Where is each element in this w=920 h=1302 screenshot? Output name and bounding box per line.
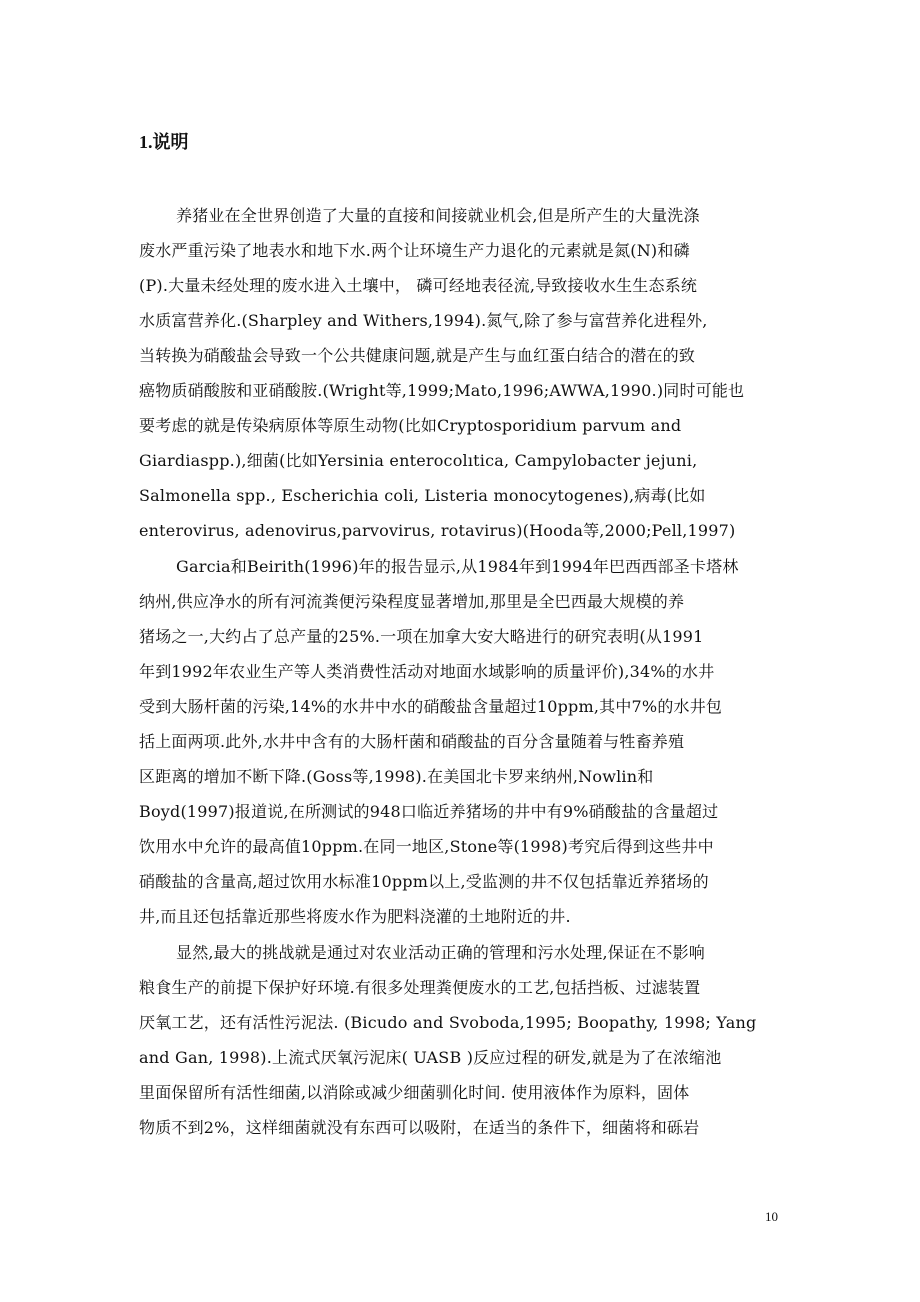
body-line: 里面保留所有活性细菌,以消除或减少细菌驯化时间. 使用液体作为原料，固体 [139,1083,690,1102]
body-line: 厌氧工艺，还有活性污泥法. (Bicudo and Svoboda,1995; Boopathy, 1998; Yang [139,1013,757,1032]
body-line: 物质不到2%，这样细菌就没有东西可以吸附，在适当的条件下，细菌将和砾岩 [139,1118,700,1137]
page-number: 10 [765,1209,778,1224]
body-line: 养猪业在全世界创造了大量的直接和间接就业机会,但是所产生的大量洗涤 [176,206,700,225]
body-line: Salmonella spp., Escherichia coli, Listeria monocytogenes),病毒(比如 [139,486,706,505]
body-line: 水质富营养化.(Sharpley and Withers,1994).氮气,除了参与富营养化进程外, [139,311,708,330]
body-line: 括上面两项.此外,水井中含有的大肠杆菌和硝酸盐的百分含量随着与牲畜养殖 [139,732,685,751]
body-line: 区距离的增加不断下降.(Goss等,1998).在美国北卡罗来纳州,Nowlin和 [139,767,654,786]
body-line: enterovirus, adenovirus,parvovirus, rotavirus)(Hooda等,2000;Pell,1997) [139,521,736,540]
body-line: 显然,最大的挑战就是通过对农业活动正确的管理和污水处理,保证在不影响 [176,943,705,962]
body-line: 饮用水中允许的最高值10ppm.在同一地区,Stone等(1998)考究后得到这些井中 [139,837,714,856]
body-line: 癌物质硝酸胺和亚硝酸胺.(Wright等,1999;Mato,1996;AWWA,1990.)同时可能也 [139,381,745,400]
body-line: 废水严重污染了地表水和地下水.两个让环境生产力退化的元素就是氮(N)和磷 [139,241,690,260]
body-line: 硝酸盐的含量高,超过饮用水标准10ppm以上,受监测的井不仅包括靠近养猪场的 [139,872,709,891]
body-line: Giardiaspp.),细菌(比如Yersinia enterocolıtica, Campylobacter jejuni, [139,451,698,470]
body-line: (P).大量未经处理的废水进入土壤中， 磷可经地表径流,导致接收水生生态系统 [139,276,698,295]
body-line: 当转换为硝酸盐会导致一个公共健康问题,就是产生与血红蛋白结合的潜在的致 [139,346,696,365]
body-line: 受到大肠杆菌的污染,14%的水井中水的硝酸盐含量超过10ppm,其中7%的水井包 [139,697,723,716]
body-line: 年到1992年农业生产等人类消费性活动对地面水域影响的质量评价),34%的水井 [139,662,715,681]
body-line: 粮食生产的前提下保护好环境.有很多处理粪便废水的工艺,包括挡板、过滤装置 [139,978,701,997]
body-line: 井,而且还包括靠近那些将废水作为肥料浇灌的土地附近的井. [139,907,571,926]
body-line: 要考虑的就是传染病原体等原生动物(比如Cryptosporidium parvum and [139,416,682,435]
section-heading: 1.说明 [139,132,189,152]
body-line: Garcia和Beirith(1996)年的报告显示,从1984年到1994年巴西西部圣卡塔林 [176,557,739,576]
body-line: Boyd(1997)报道说,在所测试的948口临近养猪场的井中有9%硝酸盐的含量超过 [139,802,719,821]
body-line: 猪场之一,大约占了总产量的25%.一项在加拿大安大略进行的研究表明(从1991 [139,627,704,646]
body-line: and Gan, 1998).上流式厌氧污泥床( UASB )反应过程的研发,就是为了在浓缩池 [139,1048,722,1067]
body-line: 纳州,供应净水的所有河流粪便污染程度显著增加,那里是全巴西最大规模的养 [139,592,685,611]
